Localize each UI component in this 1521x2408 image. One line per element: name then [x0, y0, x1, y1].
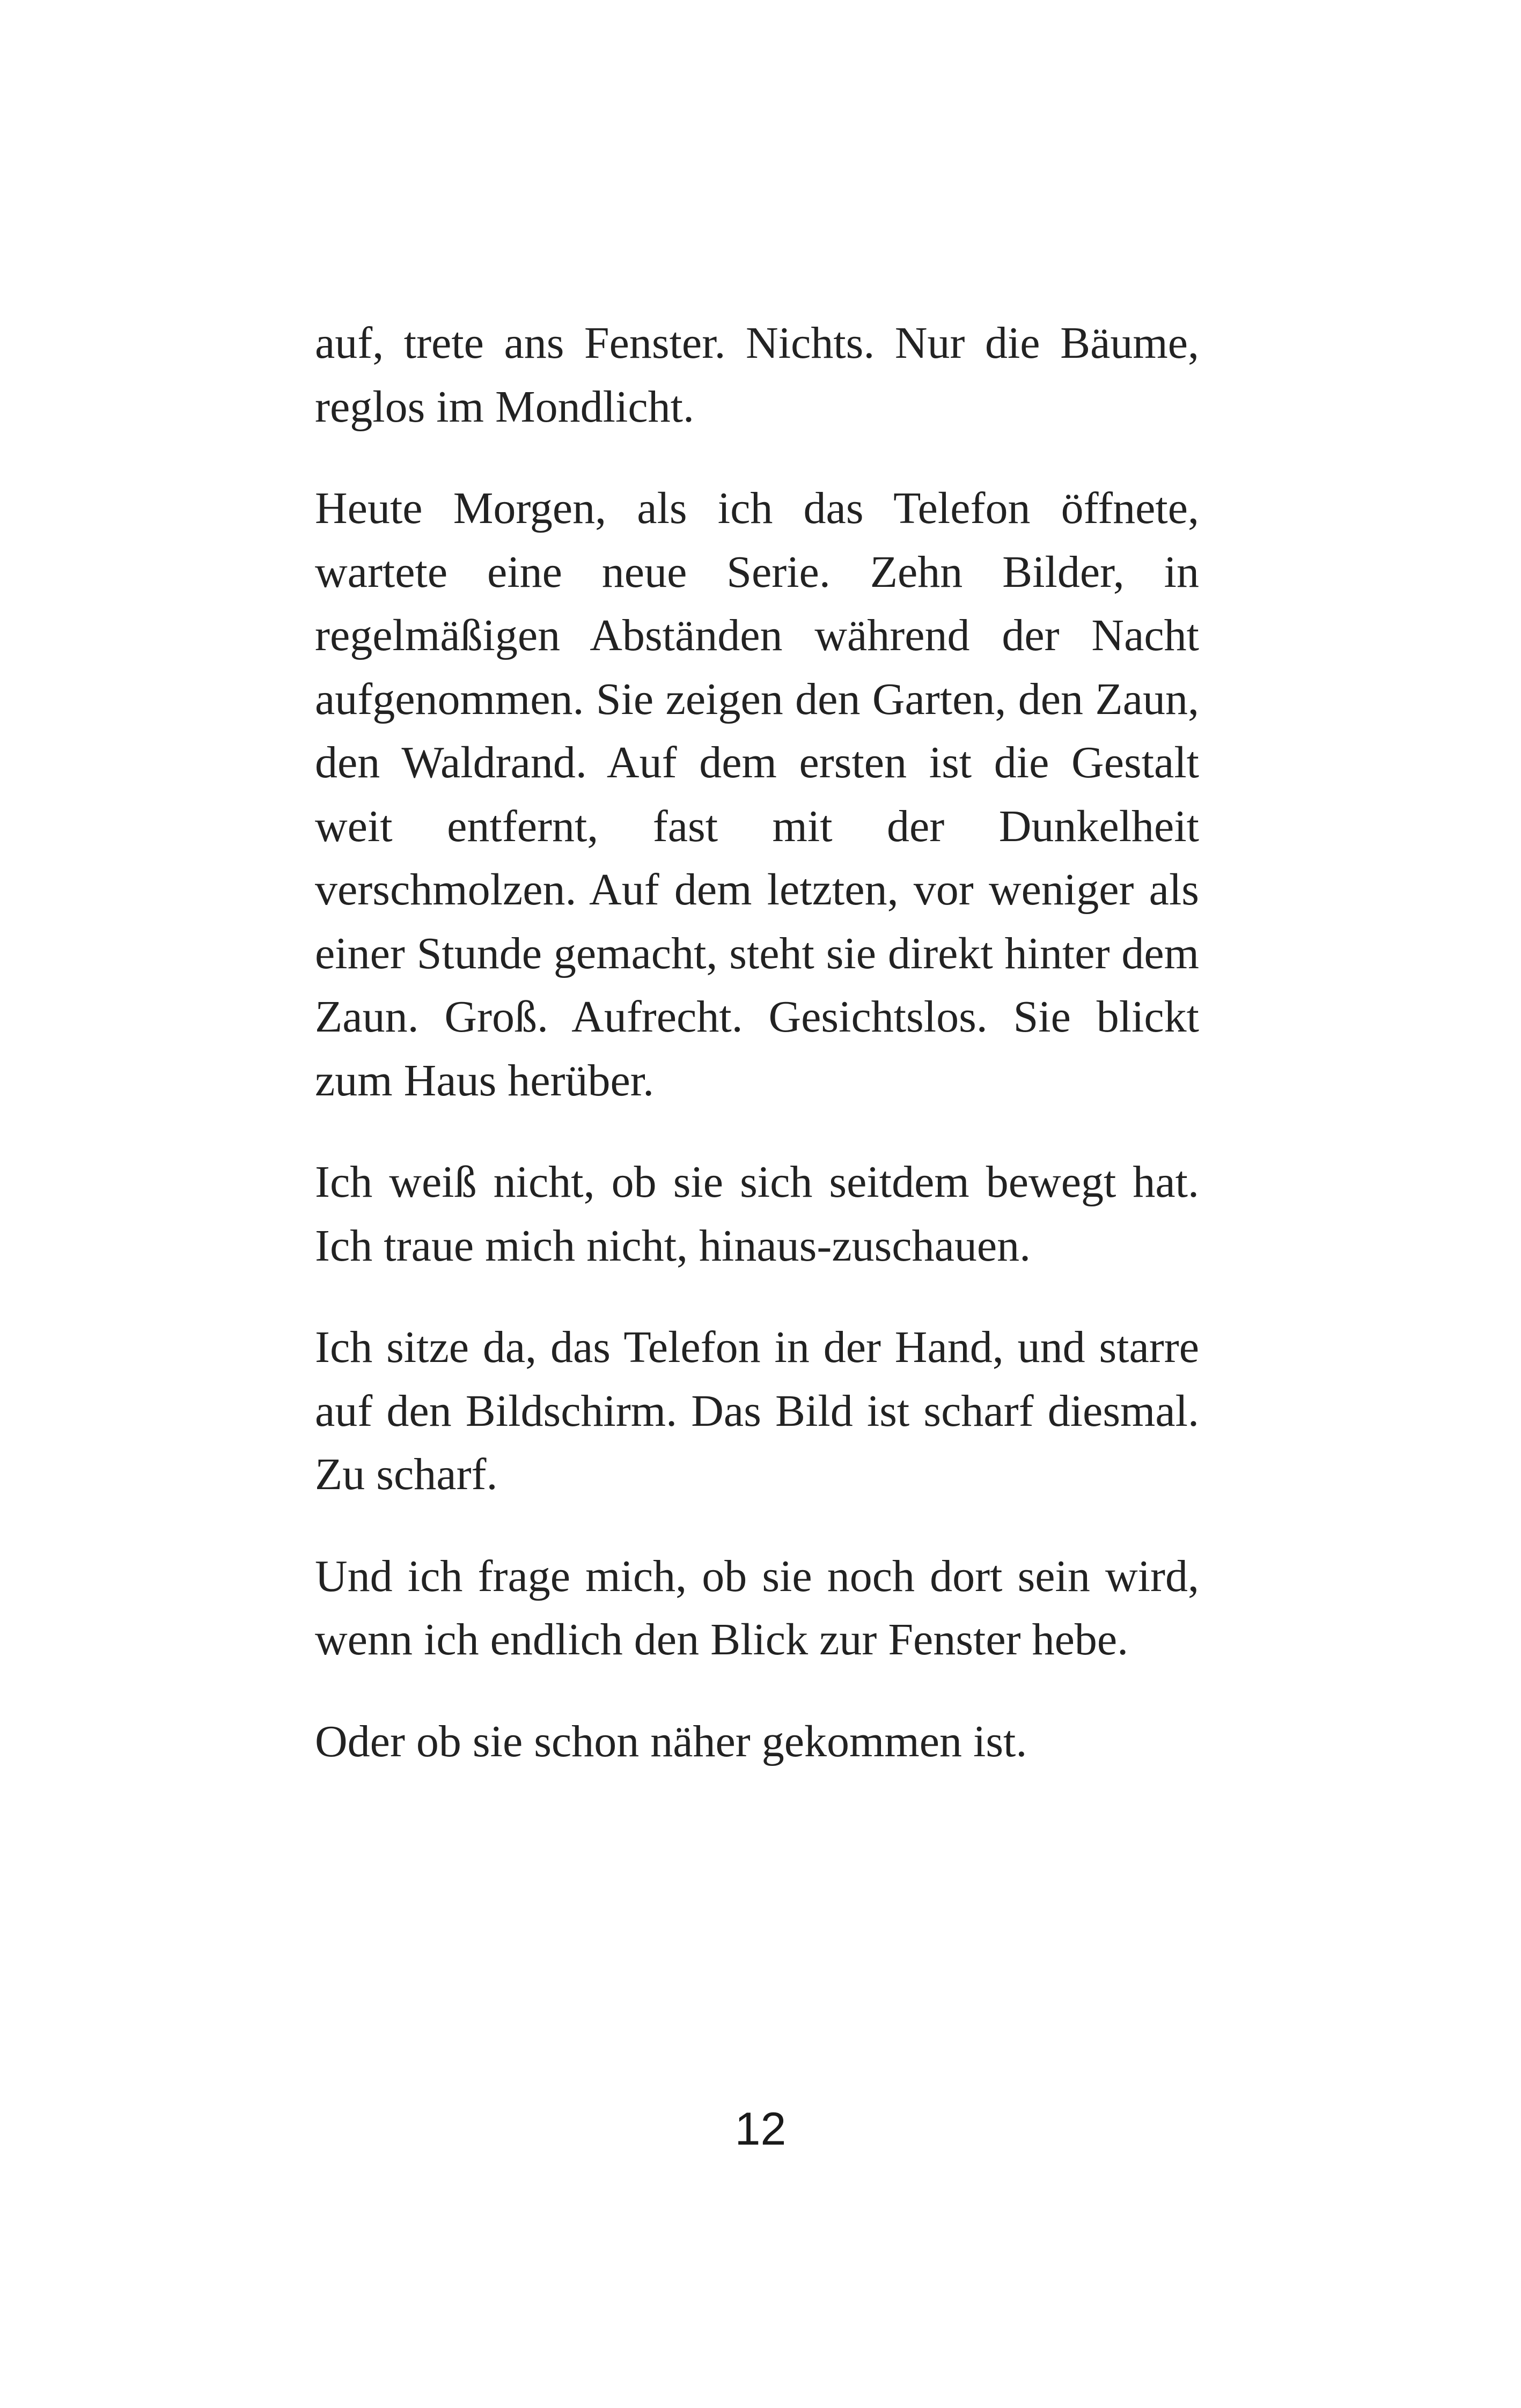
page-number: 12 — [734, 2103, 787, 2155]
body-text — [315, 312, 1199, 1811]
paragraph: Oder ob sie schon näher gekommen ist. — [315, 1716, 1027, 1766]
paragraph: Und ich frage mich, ob sie noch dort sein wird, wenn ich endlich den Blick zur Fenster hebe. — [315, 1551, 1199, 1665]
paragraph: Ich sitze da, das Telefon in der Hand, und starre auf den Bildschirm. Das Bild ist scharf diesmal. Zu scharf. — [315, 1322, 1199, 1499]
paragraph: Ich weiß nicht, ob sie sich seitdem bewegt hat. Ich traue mich nicht, hinaus-zuschauen. — [315, 1157, 1199, 1271]
paragraph: Heute Morgen, als ich das Telefon öffnete, wartete eine neue Serie. Zehn Bilder, in regelmäßigen Abständen während der Nacht aufgenommen. Sie zeigen den Garten, den Zaun, den Waldrand. Auf dem ersten ist die Gestalt weit entfernt, fast mit der Dunkelheit verschmolzen. Auf dem letzten, vor weniger als einer Stunde gemacht, steht sie direkt hinter dem Zaun. Groß. Aufrecht. Gesichtslos. Sie blickt zum Haus herüber. — [315, 483, 1199, 1106]
paragraph: auf, trete ans Fenster. Nichts. Nur die Bäume, reglos im Mondlicht. — [315, 318, 1199, 432]
